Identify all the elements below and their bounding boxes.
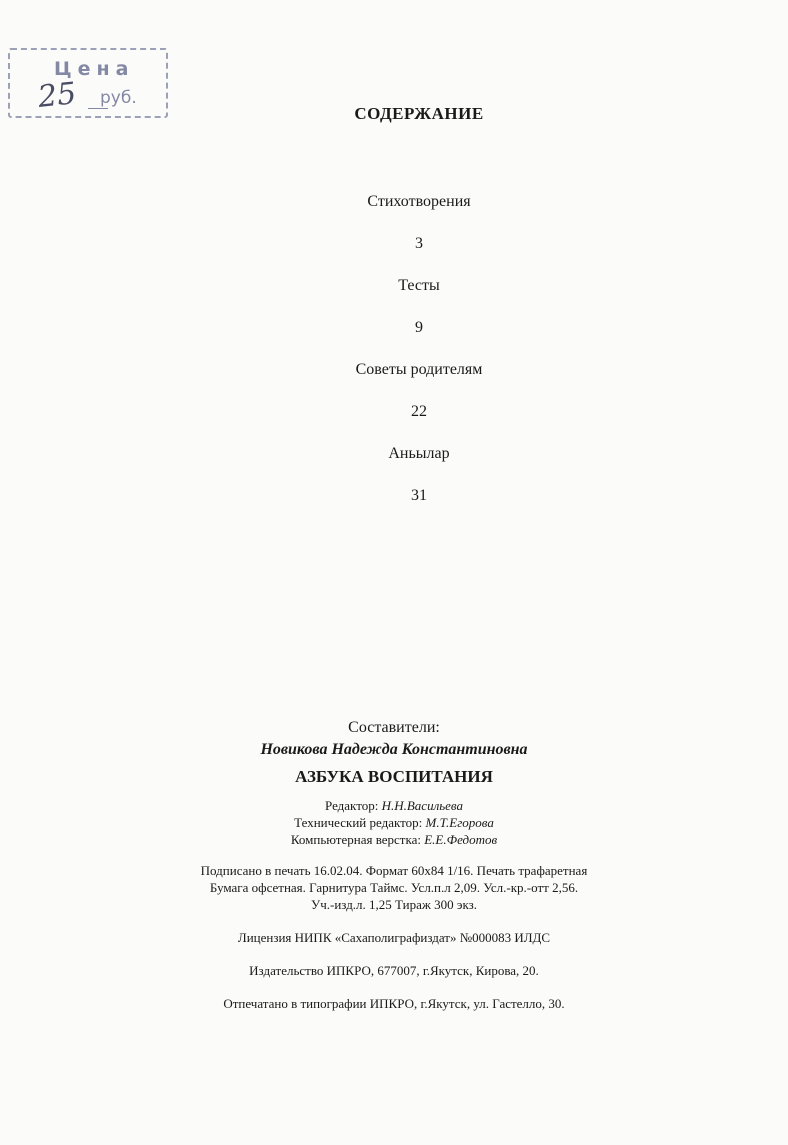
tech-editor-name: М.Т.Егорова xyxy=(425,815,494,830)
printer-line: Отпечатано в типографии ИПКРО, г.Якутск, ул. Гастелло, 30. xyxy=(223,996,565,1011)
toc-item-title: Аньылар xyxy=(388,445,450,462)
toc-item xyxy=(50,358,788,442)
print-details-line: Уч.-изд.л. 1,25 Тираж 300 экз. xyxy=(311,897,477,912)
print-details-line: Бумага офсетная. Гарнитура Таймс. Усл.п.л 2,09. Усл.-кр.-отт 2,56. xyxy=(209,880,579,895)
layout-line xyxy=(0,831,788,848)
book-title: АЗБУКА ВОСПИТАНИЯ xyxy=(295,767,493,786)
stamp-label: Цена xyxy=(54,58,135,80)
stamp-currency: руб. xyxy=(100,88,137,108)
editor-line xyxy=(0,797,788,814)
tech-editor-label: Технический редактор: xyxy=(294,815,423,830)
editor-label: Редактор: xyxy=(325,798,379,813)
publisher-line: Издательство ИПКРО, 677007, г.Якутск, Кирова, 20. xyxy=(249,963,539,978)
contents-title: СОДЕРЖАНИЕ xyxy=(354,104,484,123)
print-details-line: Подписано в печать 16.02.04. Формат 60х84 1/16. Печать трафаретная xyxy=(200,863,588,878)
toc-item-page: 22 xyxy=(411,403,427,420)
compilers-label: Составители: xyxy=(348,719,440,736)
stamp-price: 25 xyxy=(36,76,78,115)
toc-item-title: Тесты xyxy=(398,277,440,294)
toc-item xyxy=(50,190,788,274)
layout-name: Е.Е.Федотов xyxy=(424,832,498,847)
imprint-block xyxy=(0,717,788,1012)
toc-item xyxy=(50,274,788,358)
table-of-contents xyxy=(0,190,788,526)
toc-item-title: Советы родителям xyxy=(355,361,483,378)
toc-item-page: 9 xyxy=(415,319,423,336)
toc-item-title: Стихотворения xyxy=(367,193,471,210)
toc-item xyxy=(50,442,788,526)
contents-heading xyxy=(0,104,788,124)
license-line: Лицензия НИПК «Сахаполиграфиздат» №000083 ИЛДС xyxy=(237,930,551,945)
layout-label: Компьютерная верстка: xyxy=(290,832,421,847)
compiler-name: Новикова Надежда Константиновна xyxy=(260,741,528,758)
tech-editor-line xyxy=(0,814,788,831)
toc-item-page: 31 xyxy=(411,487,427,504)
editor-name: Н.Н.Васильева xyxy=(381,798,463,813)
toc-item-page: 3 xyxy=(415,235,423,252)
